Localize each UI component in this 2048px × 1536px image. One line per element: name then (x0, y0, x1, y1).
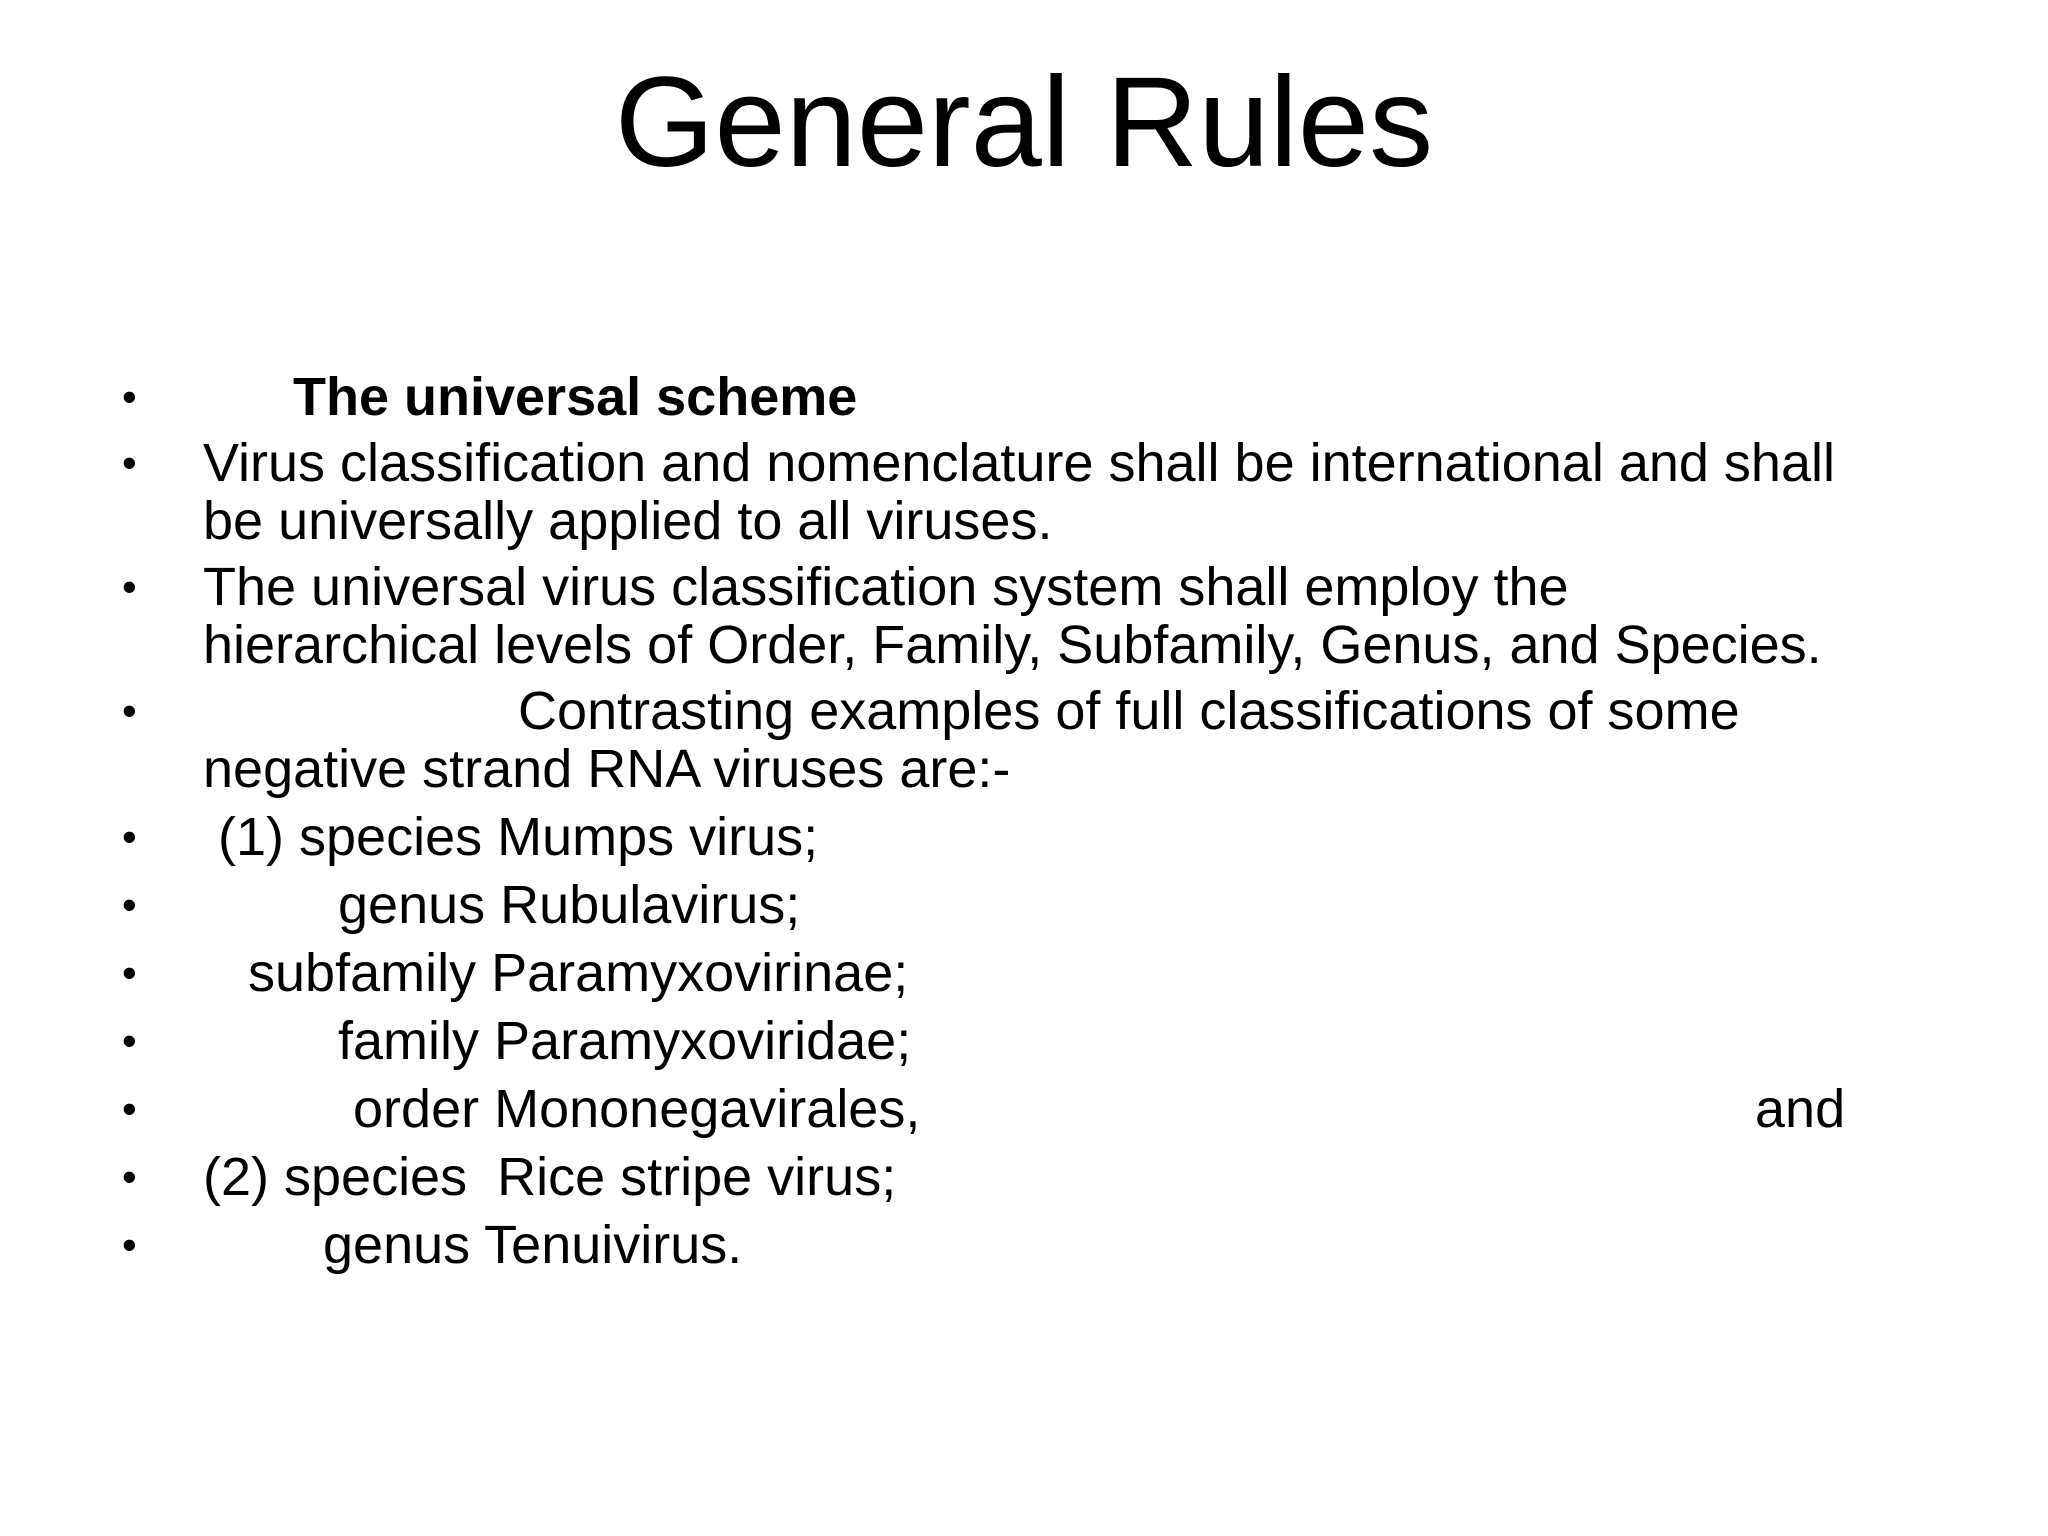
bullet-icon: • (122, 1221, 137, 1268)
bullet-icon: • (122, 813, 137, 860)
bullet-line: (2) species Rice stripe virus; (203, 1147, 897, 1207)
bullet-icon: • (122, 881, 137, 928)
bullet-text (203, 1148, 1963, 1206)
bullet-icon: • (122, 373, 137, 420)
bullet-icon: • (122, 1085, 137, 1132)
bullet-line: order Mononegavirales, (203, 1079, 921, 1139)
bullet-text (203, 944, 1963, 1002)
bullet-text (203, 558, 1963, 674)
bullet-text (203, 368, 1963, 426)
bullet-line: be universally applied to all viruses. (203, 491, 1053, 551)
bullet-line: The universal virus classification system shall employ the (203, 557, 1569, 617)
bullet-trailing-word: and (1755, 1079, 1846, 1139)
bullet-text (203, 808, 1963, 866)
slide-title: General Rules (614, 51, 1434, 194)
bullet-line: subfamily Paramyxovirinae; (203, 943, 909, 1003)
bullet-text (203, 876, 1963, 934)
bullet-line: (1) species Mumps virus; (203, 807, 819, 867)
bullet-line: family Paramyxoviridae; (203, 1011, 912, 1071)
bullet-line: Contrasting examples of full classifications of some (203, 681, 1740, 741)
bullet-text (203, 1216, 1963, 1274)
bullet-icon: • (122, 1017, 137, 1064)
bullet-icon: • (122, 687, 137, 734)
bullet-text (203, 1012, 1963, 1070)
bullet-icon: • (122, 563, 137, 610)
bullet-icon: • (122, 439, 137, 486)
bullet-line: The universal scheme (203, 367, 858, 427)
bullet-line: Virus classification and nomenclature shall be international and shall (203, 433, 1835, 493)
bullet-line: hierarchical levels of Order, Family, Subfamily, Genus, and Species. (203, 615, 1822, 675)
bullet-icon: • (122, 1153, 137, 1200)
bullet-text (203, 434, 1963, 550)
bullet-line: genus Tenuivirus. (203, 1215, 743, 1275)
bullet-line: genus Rubulavirus; (203, 875, 801, 935)
bullet-line: negative strand RNA viruses are:- (203, 739, 1011, 799)
bullet-text (203, 1080, 1963, 1138)
bullet-icon: • (122, 949, 137, 996)
bullet-text (203, 682, 1963, 798)
